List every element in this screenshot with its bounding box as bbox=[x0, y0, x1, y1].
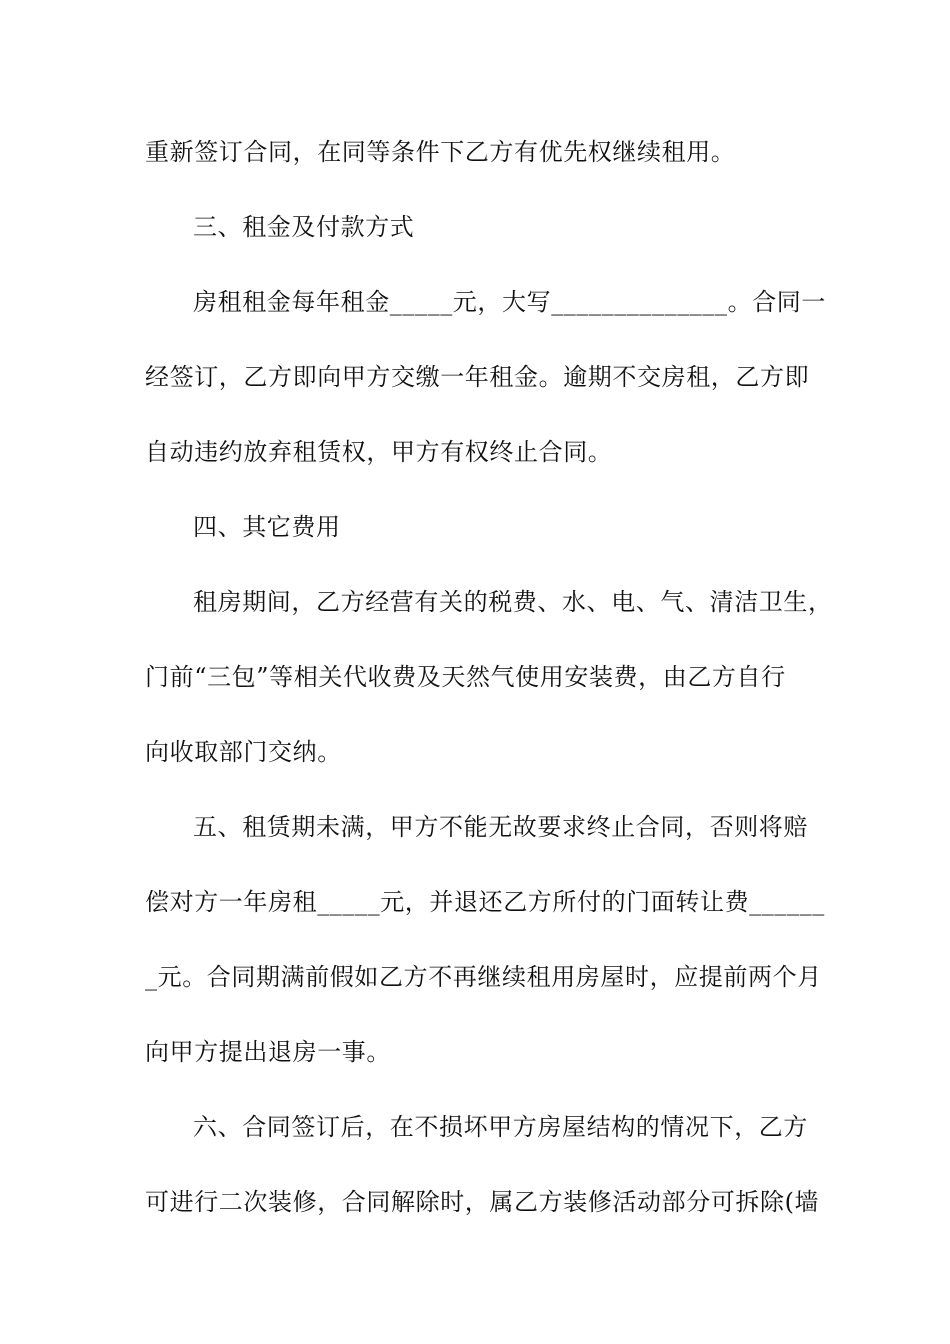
text-line-5: 自动违约放弃租赁权，甲方有权终止合同。 bbox=[145, 438, 613, 466]
section-heading-rent-payment: 三、租金及付款方式 bbox=[193, 213, 415, 241]
text-line-13: 向甲方提出退房一事。 bbox=[145, 1038, 391, 1066]
text-line-10: 五、租赁期未满，甲方不能无故要求终止合同，否则将赔 bbox=[193, 813, 808, 841]
text-line-4: 经签订，乙方即向甲方交缴一年租金。逾期不交房租，乙方即 bbox=[145, 363, 810, 391]
text-line-8: 门前“三包”等相关代收费及天然气使用安装费，由乙方自行 bbox=[145, 663, 786, 691]
text-line-1: 重新签订合同，在同等条件下乙方有优先权继续租用。 bbox=[145, 138, 736, 166]
text-line-11: 偿对方一年房租_____元，并退还乙方所付的门面转让费______ bbox=[145, 888, 825, 916]
text-line-14: 六、合同签订后，在不损坏甲方房屋结构的情况下，乙方 bbox=[193, 1113, 808, 1141]
text-line-7: 租房期间，乙方经营有关的税费、水、电、气、清洁卫生， bbox=[193, 588, 833, 616]
section-heading-other-fees: 四、其它费用 bbox=[193, 513, 341, 541]
text-line-15: 可进行二次装修，合同解除时，属乙方装修活动部分可拆除(墙 bbox=[145, 1188, 820, 1216]
text-line-12: _元。合同期满前假如乙方不再继续租用房屋时，应提前两个月 bbox=[145, 963, 822, 991]
text-line-9: 向收取部门交纳。 bbox=[145, 738, 342, 766]
text-line-3: 房租租金每年租金_____元，大写______________。合同一 bbox=[193, 288, 826, 316]
